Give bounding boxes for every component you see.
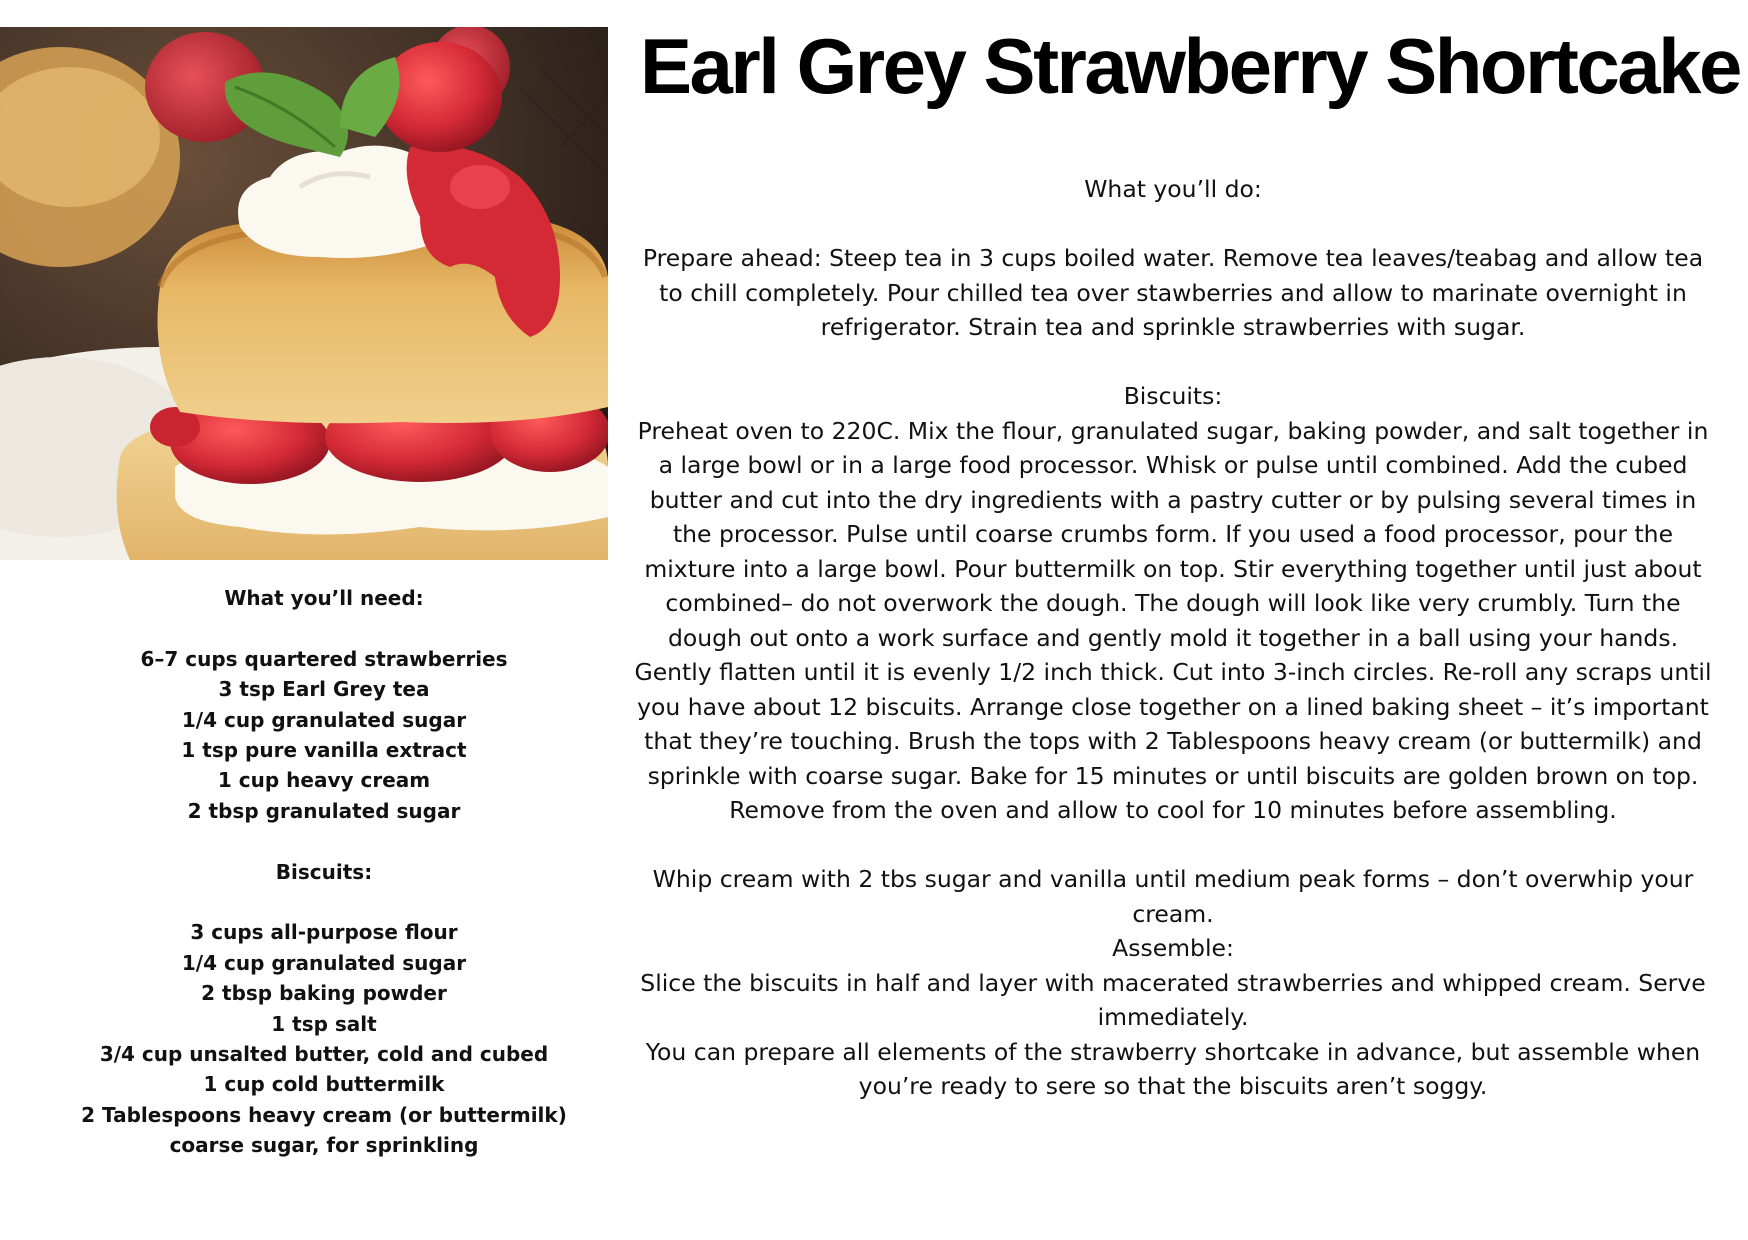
shortcake-photo [0,27,608,560]
assemble-heading: Assemble: [1112,934,1234,962]
ingredient-item: 3 tsp Earl Grey tea [218,677,430,702]
ingredient-item: 2 tbsp granulated sugar [187,798,461,823]
ingredients-section [20,583,628,1161]
ingredient-item: 6–7 cups quartered strawberries [140,646,508,671]
instructions-section [628,172,1718,1104]
ingredient-item: 2 tbsp baking powder [201,981,447,1006]
ingredient-item: 3 cups all-purpose flour [190,920,458,945]
page-title: Earl Grey Strawberry Shortcake [640,22,1740,110]
biscuits-instructions-heading: Biscuits: [1123,382,1223,410]
instructions-heading: What you’ll do: [1084,175,1262,203]
biscuits-ingredients-heading: Biscuits: [275,859,373,884]
ingredient-item: 2 Tablespoons heavy cream (or buttermilk) [81,1102,567,1127]
assemble-text: Slice the biscuits in half and layer with macerated strawberries and whipped cream. Serve immediately. [640,968,1706,1031]
ingredient-item: 1 cup heavy cream [217,768,431,793]
ingredients-heading: What you’ll need: [224,586,424,610]
shortcake-illustration [0,27,608,560]
ingredient-item: coarse sugar, for sprinkling [169,1133,479,1158]
ingredient-item: 1/4 cup granulated sugar [181,707,467,732]
ingredient-item: 3/4 cup unsalted butter, cold and cubed [99,1042,549,1067]
prepare-ahead-text: Prepare ahead: Steep tea in 3 cups boiled water. Remove tea leaves/teabag and allow tea to chill completely. Pour chilled tea over stawberries and allow to marinate overnight in refrigerator. Strain tea and sprinkle strawberries with sugar. [642,244,1704,341]
ingredient-item: 1 tsp pure vanilla extract [181,738,467,763]
biscuits-instructions-text: Preheat oven to 220C. Mix the flour, granulated sugar, baking powder, and salt together in a large bowl or in a large food processor. Whisk or pulse until combined. Add the cubed butter and cut into the dry ingredients with a pastry cutter or by pulsing several times in the processor. Pulse until coarse crumbs form. If you used a food processor, pour the mixture into a large bowl. Pour buttermilk on top. Stir everything together until just about combined– do not overwork the dough. The dough will look like very crumbly. Turn the dough out onto a work surface and gently mold it together in a ball using your hands. Gently flatten until it is evenly 1/2 inch thick. Cut into 3-inch circles. Re-roll any scraps until you have about 12 biscuits. Arrange close together on a lined baking sheet – it’s important that they’re touching. Brush the tops with 2 Tablespoons heavy cream (or buttermilk) and sprinkle with coarse sugar. Bake for 15 minutes or until biscuits are golden brown on top. Remove from the oven and allow to cool for 10 minutes before assembling. [634,416,1712,824]
ingredient-item: 1 cup cold buttermilk [203,1072,445,1097]
ingredient-item: 1/4 cup granulated sugar [181,950,467,975]
advance-note-text: You can prepare all elements of the strawberry shortcake in advance, but assemble when you’re ready to sere so that the biscuits aren’t soggy. [645,1037,1701,1100]
ingredient-item: 1 tsp salt [271,1011,377,1036]
whip-cream-text: Whip cream with 2 tbs sugar and vanilla until medium peak forms – don’t overwhip your cream. [652,865,1694,928]
